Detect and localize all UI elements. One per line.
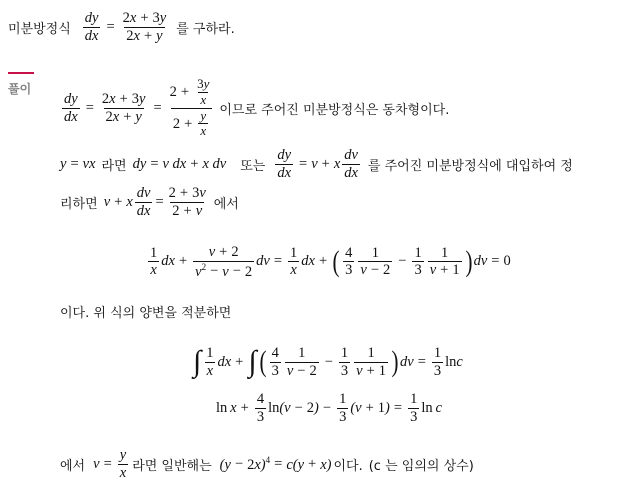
equation-separated: $\frac{1}{x}$ dx + $\frac{v + 2}{v^2 - v - 2}$ dv = $\frac{1}{x}$ dx + ( $\frac{4}{3}$ $\frac{1}{v - 2}$ − $\frac{1}{3}$ $\frac{1}{v + 1}$ ) dv = 0 — [150, 243, 511, 280]
problem-prefix: 미분방정식 — [8, 21, 71, 37]
problem-suffix: 를 구하라. — [176, 21, 235, 37]
line1-text: 이므로 주어진 미분방정식은 동차형이다. — [219, 102, 450, 118]
solution-tag: 풀이 — [8, 82, 32, 96]
solution-line-3: 리하면 v + x $\frac{dv}{dx}$ = $\frac{2 + 3v}{2 + v}$ 에서 — [60, 184, 239, 219]
solution-line-5: 이다. 위 식의 양변을 적분하면 — [60, 305, 232, 321]
equation-integral: ∫ $\frac{1}{x}$ dx + ∫ ( $\frac{4}{3}$ $\frac{1}{v - 2}$ − $\frac{1}{3}$ $\frac{1}{v + 1}$ ) dv = $\frac{1}{3}$ ln c — [193, 344, 463, 379]
problem-equation: $\frac{dy}{dx}$ = $\frac{2x + 3y}{2x + y}$ — [84, 9, 167, 44]
solution-accent-rule — [8, 72, 34, 74]
equation-log-result: ln x + $\frac{4}{3}$ ln (v − 2 ) − $\frac{1}{3}$ (v + 1 ) = $\frac{1}{3}$ ln c — [216, 390, 442, 425]
solution-line-8: 에서 v = $\frac{y}{x}$ 라면 일반해는 $(y - 2x)^4 = c(y + x)$ 이다. (c 는 임의의 상수) — [60, 446, 474, 481]
solution-line-2: y = vx 라면 dy = v dx + x dv 또는 $\frac{dy}{dx}$ = v + x $\frac{dv}{dx}$ 를 주어진 미분방정식에 대입하여 정 — [60, 146, 573, 181]
solution-line-1: $\frac{dy}{dx}$ = $\frac{2x + 3y}{2x + y}$ = 2 + $\frac{3y}{x}$ 2 + $\frac{y}{x}$ 이므로 주어진 미분방정식은 동차형이다. — [64, 75, 450, 139]
problem-statement — [8, 6, 235, 48]
